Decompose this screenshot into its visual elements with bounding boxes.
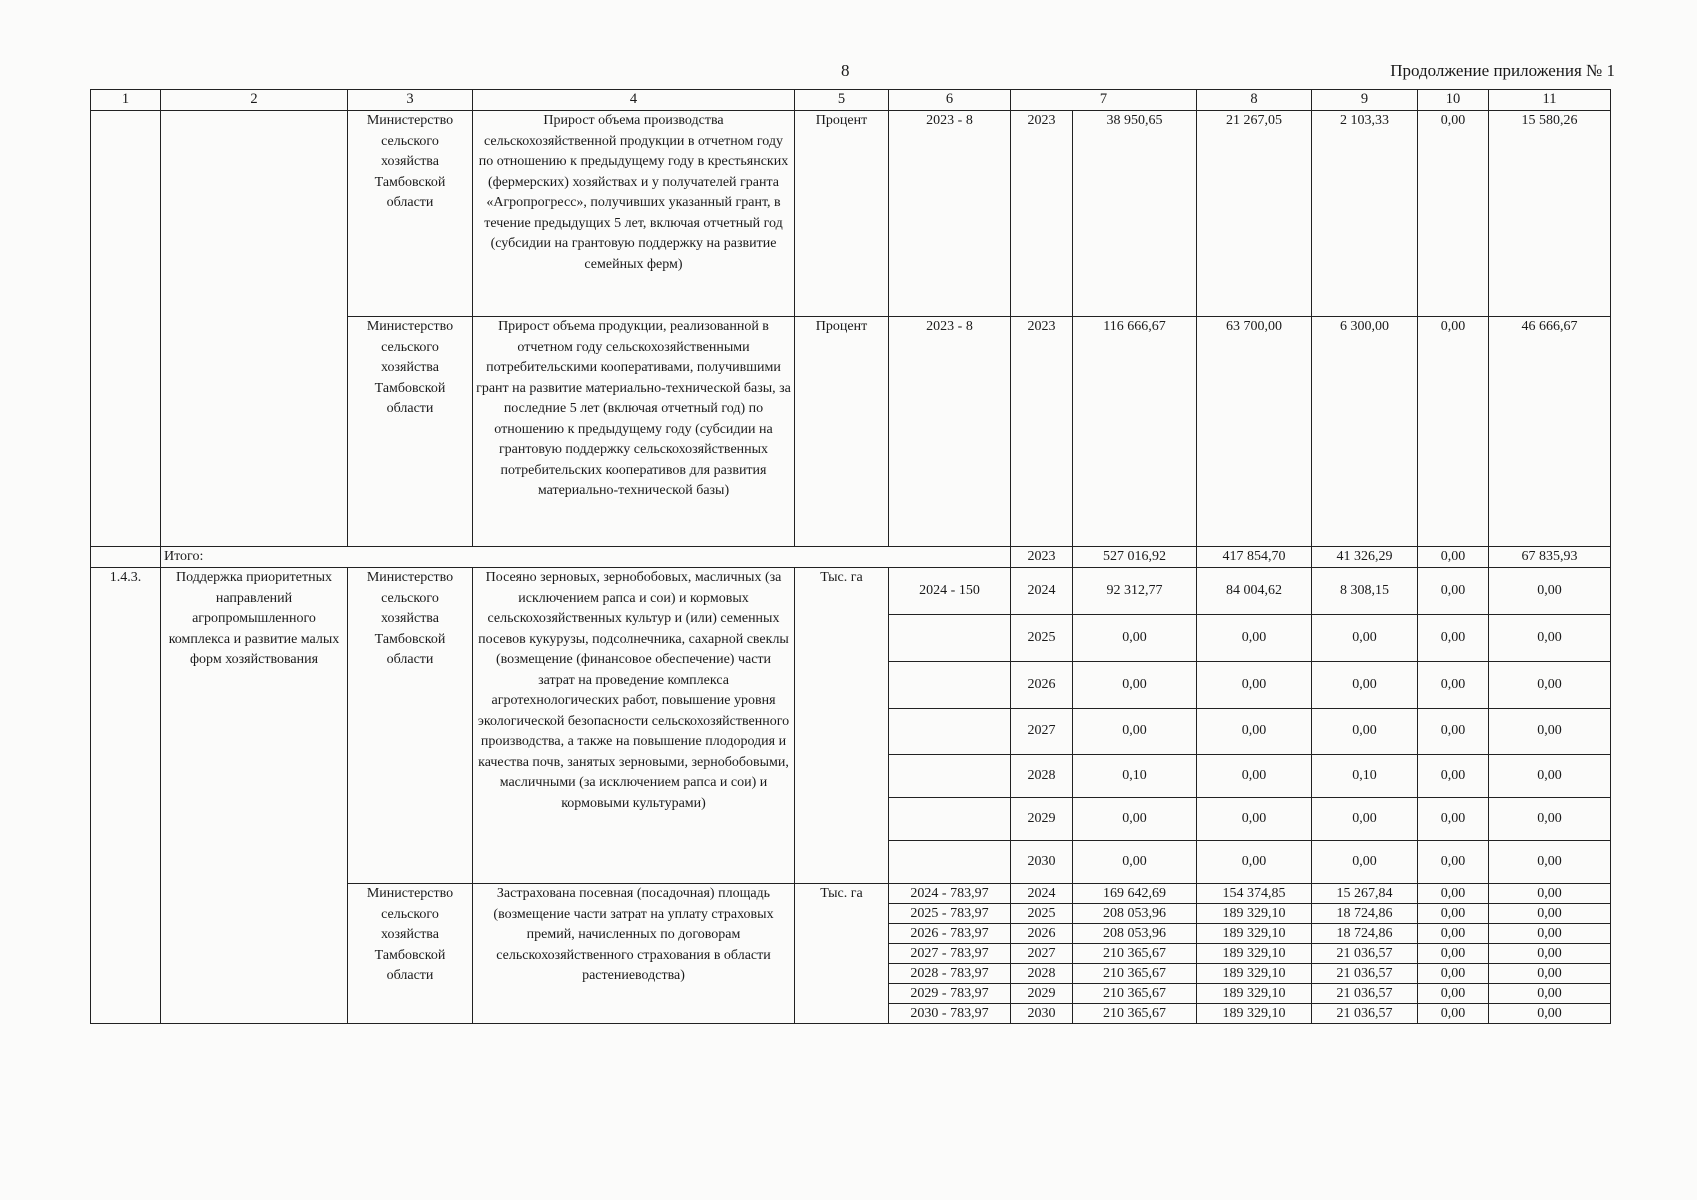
year-cell: 2026 [1011, 924, 1073, 944]
section-name: Поддержка приоритетных направлений агропромышленного комплекса и развитие малых форм хозяйствования [161, 568, 348, 1024]
target-cell: 2030 - 783,97 [889, 1004, 1011, 1024]
target-cell: 2029 - 783,97 [889, 984, 1011, 1004]
target-cell: 2025 - 783,97 [889, 904, 1011, 924]
value-cell: 0,00 [1312, 798, 1418, 841]
value-cell: 0,10 [1312, 755, 1418, 798]
value-cell: 0,00 [1418, 904, 1489, 924]
budget-table [90, 89, 1611, 1024]
target-cell [889, 798, 1011, 841]
year-cell: 2025 [1011, 904, 1073, 924]
value-cell: 0,00 [1489, 709, 1611, 755]
value-cell: 0,00 [1489, 568, 1611, 615]
year-cell: 2029 [1011, 798, 1073, 841]
target-cell [889, 709, 1011, 755]
value-cell: 0,00 [1197, 709, 1312, 755]
value-cell: 0,00 [1418, 755, 1489, 798]
value-cell: 0,00 [1312, 841, 1418, 884]
value-cell: 6 300,00 [1312, 317, 1418, 547]
indicator-cell: Прирост объема производства сельскохозяйственной продукции в отчетном году по отношению к предыдущему году в крестьянских (фермерских) хозяйствах и у получателей гранта «Агропрогресс», получивших указанный грант, в течение предыдущих 5 лет, включая отчетный год (субсидии на грантовую поддержку на развитие семейных ферм) [473, 111, 795, 317]
ministry-cell: Министерство сельского хозяйства Тамбовской области [348, 568, 473, 884]
value-cell: 0,00 [1418, 568, 1489, 615]
header-cell: 4 [473, 90, 795, 111]
value-cell: 0,00 [1489, 798, 1611, 841]
value-cell: 0,00 [1073, 841, 1197, 884]
target-cell [889, 615, 1011, 662]
header-cell: 1 [91, 90, 161, 111]
value-cell: 0,00 [1418, 798, 1489, 841]
value-cell: 189 329,10 [1197, 944, 1312, 964]
value-cell: 189 329,10 [1197, 904, 1312, 924]
value-cell: 8 308,15 [1312, 568, 1418, 615]
code-cell [91, 111, 161, 547]
target-cell: 2023 - 8 [889, 111, 1011, 317]
target-cell [889, 662, 1011, 709]
value-cell: 189 329,10 [1197, 924, 1312, 944]
year-cell: 2027 [1011, 709, 1073, 755]
value-cell: 46 666,67 [1489, 317, 1611, 547]
value-cell: 0,00 [1073, 662, 1197, 709]
value-cell: 0,00 [1418, 924, 1489, 944]
year-cell: 2024 [1011, 884, 1073, 904]
value-cell: 18 724,86 [1312, 924, 1418, 944]
value-cell: 15 267,84 [1312, 884, 1418, 904]
target-cell: 2028 - 783,97 [889, 964, 1011, 984]
header-cell: 2 [161, 90, 348, 111]
value-cell: 63 700,00 [1197, 317, 1312, 547]
value-cell: 0,00 [1489, 841, 1611, 884]
value-cell: 84 004,62 [1197, 568, 1312, 615]
header-cell: 8 [1197, 90, 1312, 111]
header-cell: 11 [1489, 90, 1611, 111]
indicator-cell: Прирост объема продукции, реализованной в отчетном году сельскохозяйственными потребительскими кооперативами, получившими грант на развитие материально-технической базы, за последние 5 лет (включая отчетный год) по отношению к предыдущему году (субсидии на грантовую поддержку сельскохозяйственных потребительских кооперативов для развития материально-технической базы) [473, 317, 795, 547]
value-cell: 41 326,29 [1312, 547, 1418, 568]
value-cell: 0,00 [1312, 615, 1418, 662]
value-cell: 0,00 [1197, 798, 1312, 841]
value-cell: 154 374,85 [1197, 884, 1312, 904]
year-cell: 2029 [1011, 984, 1073, 1004]
total-row [91, 547, 1611, 568]
value-cell: 21 267,05 [1197, 111, 1312, 317]
value-cell: 0,00 [1312, 709, 1418, 755]
value-cell: 18 724,86 [1312, 904, 1418, 924]
value-cell: 92 312,77 [1073, 568, 1197, 615]
value-cell: 0,00 [1312, 662, 1418, 709]
value-cell: 0,00 [1197, 615, 1312, 662]
value-cell: 0,00 [1489, 944, 1611, 964]
value-cell: 0,00 [1197, 662, 1312, 709]
value-cell: 0,00 [1418, 709, 1489, 755]
value-cell: 21 036,57 [1312, 944, 1418, 964]
year-cell: 2024 [1011, 568, 1073, 615]
name-cell [161, 111, 348, 547]
unit-cell: Процент [795, 111, 889, 317]
value-cell: 0,00 [1489, 924, 1611, 944]
value-cell: 0,00 [1073, 798, 1197, 841]
value-cell: 0,00 [1073, 615, 1197, 662]
year-cell: 2023 [1011, 111, 1073, 317]
value-cell: 0,00 [1418, 964, 1489, 984]
ministry-cell: Министерство сельского хозяйства Тамбовской области [348, 317, 473, 547]
year-cell: 2030 [1011, 1004, 1073, 1024]
value-cell: 210 365,67 [1073, 944, 1197, 964]
year-cell: 2028 [1011, 964, 1073, 984]
value-cell: 210 365,67 [1073, 984, 1197, 1004]
header-cell: 10 [1418, 90, 1489, 111]
value-cell: 0,00 [1418, 615, 1489, 662]
target-cell: 2024 - 783,97 [889, 884, 1011, 904]
value-cell: 0,00 [1197, 755, 1312, 798]
header-cell: 9 [1312, 90, 1418, 111]
year-cell: 2025 [1011, 615, 1073, 662]
value-cell: 116 666,67 [1073, 317, 1197, 547]
value-cell: 2 103,33 [1312, 111, 1418, 317]
value-cell: 15 580,26 [1489, 111, 1611, 317]
value-cell: 0,00 [1489, 984, 1611, 1004]
value-cell: 0,00 [1418, 317, 1489, 547]
value-cell: 0,00 [1489, 1004, 1611, 1024]
target-cell [889, 841, 1011, 884]
page-number: 8 [841, 61, 850, 80]
year-cell: 2030 [1011, 841, 1073, 884]
target-cell: 2026 - 783,97 [889, 924, 1011, 944]
value-cell: 67 835,93 [1489, 547, 1611, 568]
value-cell: 0,00 [1489, 964, 1611, 984]
value-cell: 0,10 [1073, 755, 1197, 798]
value-cell: 0,00 [1418, 944, 1489, 964]
value-cell: 21 036,57 [1312, 1004, 1418, 1024]
value-cell: 189 329,10 [1197, 1004, 1312, 1024]
code-cell [91, 547, 161, 568]
year-cell: 2027 [1011, 944, 1073, 964]
header-cell: 6 [889, 90, 1011, 111]
target-cell: 2023 - 8 [889, 317, 1011, 547]
ministry-cell: Министерство сельского хозяйства Тамбовской области [348, 111, 473, 317]
value-cell: 527 016,92 [1073, 547, 1197, 568]
value-cell: 0,00 [1073, 709, 1197, 755]
value-cell: 21 036,57 [1312, 984, 1418, 1004]
unit-cell: Тыс. га [795, 884, 889, 1024]
value-cell: 0,00 [1418, 984, 1489, 1004]
year-cell: 2023 [1011, 547, 1073, 568]
value-cell: 0,00 [1418, 841, 1489, 884]
value-cell: 208 053,96 [1073, 904, 1197, 924]
year-cell: 2028 [1011, 755, 1073, 798]
value-cell: 0,00 [1489, 755, 1611, 798]
value-cell: 0,00 [1418, 1004, 1489, 1024]
indicator-cell: Посеяно зерновых, зернобобовых, масличных (за исключением рапса и сои) и кормовых сельскохозяйственных культур и (или) семенных посевов кукурузы, подсолнечника, сахарной свеклы (возмещение (финансовое обеспечение) части затрат на проведение комплекса агротехнологических работ, повышение уровня экологической безопасности сельскохозяйственного производства, а также на повышение плодородия и качества почв, занятых зерновыми, зернобобовыми, масличными (за исключением рапса и сои) и кормовыми культурами) [473, 568, 795, 884]
value-cell: 0,00 [1197, 841, 1312, 884]
section-code: 1.4.3. [91, 568, 161, 1024]
target-cell: 2027 - 783,97 [889, 944, 1011, 964]
value-cell: 189 329,10 [1197, 964, 1312, 984]
indicator-cell: Застрахована посевная (посадочная) площадь (возмещение части затрат на уплату страховых премий, начисленных по договорам сельскохозяйственного страхования в области растениеводства) [473, 884, 795, 1024]
value-cell: 0,00 [1489, 615, 1611, 662]
ministry-cell: Министерство сельского хозяйства Тамбовской области [348, 884, 473, 1024]
header-cell: 5 [795, 90, 889, 111]
value-cell: 0,00 [1418, 547, 1489, 568]
value-cell: 0,00 [1489, 884, 1611, 904]
table-row [91, 111, 1611, 317]
total-label: Итого: [161, 547, 1011, 568]
header-row [91, 90, 1611, 111]
target-cell [889, 755, 1011, 798]
table-row [91, 568, 1611, 615]
header-cell: 3 [348, 90, 473, 111]
value-cell: 0,00 [1489, 904, 1611, 924]
value-cell: 0,00 [1418, 884, 1489, 904]
value-cell: 210 365,67 [1073, 1004, 1197, 1024]
value-cell: 210 365,67 [1073, 964, 1197, 984]
value-cell: 38 950,65 [1073, 111, 1197, 317]
unit-cell: Процент [795, 317, 889, 547]
value-cell: 208 053,96 [1073, 924, 1197, 944]
value-cell: 0,00 [1418, 662, 1489, 709]
value-cell: 0,00 [1489, 662, 1611, 709]
unit-cell: Тыс. га [795, 568, 889, 884]
header-cell: 7 [1011, 90, 1197, 111]
continuation-title: Продолжение приложения № 1 [1390, 61, 1615, 80]
value-cell: 21 036,57 [1312, 964, 1418, 984]
value-cell: 169 642,69 [1073, 884, 1197, 904]
value-cell: 0,00 [1418, 111, 1489, 317]
target-cell: 2024 - 150 [889, 568, 1011, 615]
year-cell: 2026 [1011, 662, 1073, 709]
value-cell: 417 854,70 [1197, 547, 1312, 568]
value-cell: 189 329,10 [1197, 984, 1312, 1004]
year-cell: 2023 [1011, 317, 1073, 547]
